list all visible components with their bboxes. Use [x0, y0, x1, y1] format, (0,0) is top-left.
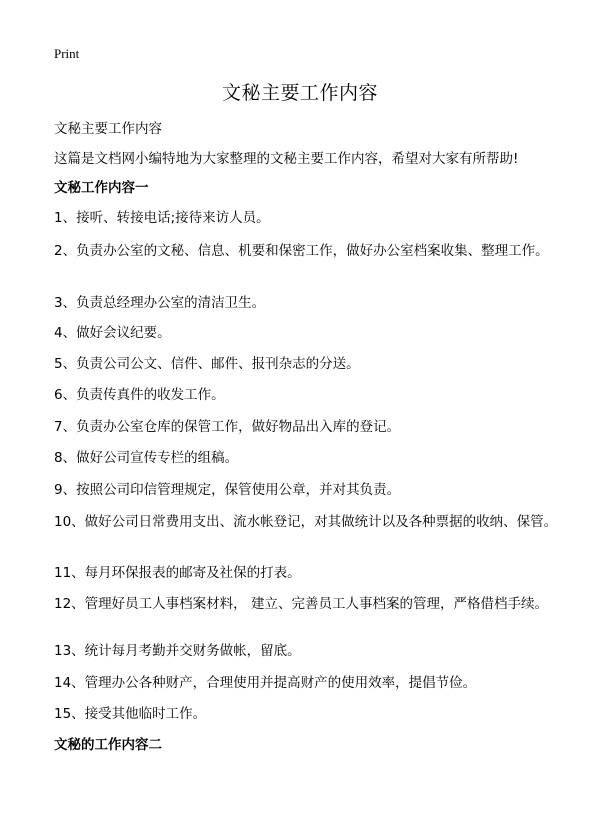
list-item: 13、统计每月考勤并交财务做帐，留底。: [54, 643, 301, 659]
list-item: 11、每月环保报表的邮寄及社保的打表。: [54, 565, 301, 581]
list-item: 15、接受其他临时工作。: [54, 706, 207, 722]
list-item: 4、做好会议纪要。: [54, 325, 171, 341]
list-item: 5、负责公司公文、信件、邮件、报刊杂志的分送。: [54, 356, 360, 372]
document-title: 文秘主要工作内容: [221, 82, 378, 104]
list-item: 2、负责办公室的文秘、信息、机要和保密工作，做好办公室档案收集、整理工作。: [54, 243, 549, 259]
list-item: 7、负责办公室仓库的保管工作，做好物品出入库的登记。: [54, 419, 401, 435]
list-item: 1、接听、转接电话;接待来访人员。: [54, 210, 270, 226]
list-item: 3、负责总经理办公室的清洁卫生。: [54, 295, 266, 311]
list-item: 8、做好公司宣传专栏的组稿。: [54, 450, 239, 466]
section-heading-1: 文秘工作内容一: [54, 180, 149, 196]
document-subtitle: 文秘主要工作内容: [54, 121, 162, 137]
intro-paragraph: 这篇是文档网小编特地为大家整理的文秘主要工作内容，希望对大家有所帮助!: [54, 151, 519, 167]
list-item: 9、按照公司印信管理规定，保管使用公章，并对其负责。: [54, 482, 401, 498]
list-item: 10、做好公司日常费用支出、流水帐登记，对其做统计以及各种票据的收纳、保管。: [54, 514, 558, 530]
list-item: 14、管理办公各种财产，合理使用并提高财产的使用效率，提倡节俭。: [54, 675, 477, 691]
print-link[interactable]: Print: [54, 46, 80, 61]
list-item: 12、管理好员工人事档案材料， 建立、完善员工人事档案的管理，严格借档手续。: [54, 596, 548, 612]
list-item: 6、负责传真件的收发工作。: [54, 387, 225, 403]
section-heading-2: 文秘的工作内容二: [54, 737, 162, 753]
